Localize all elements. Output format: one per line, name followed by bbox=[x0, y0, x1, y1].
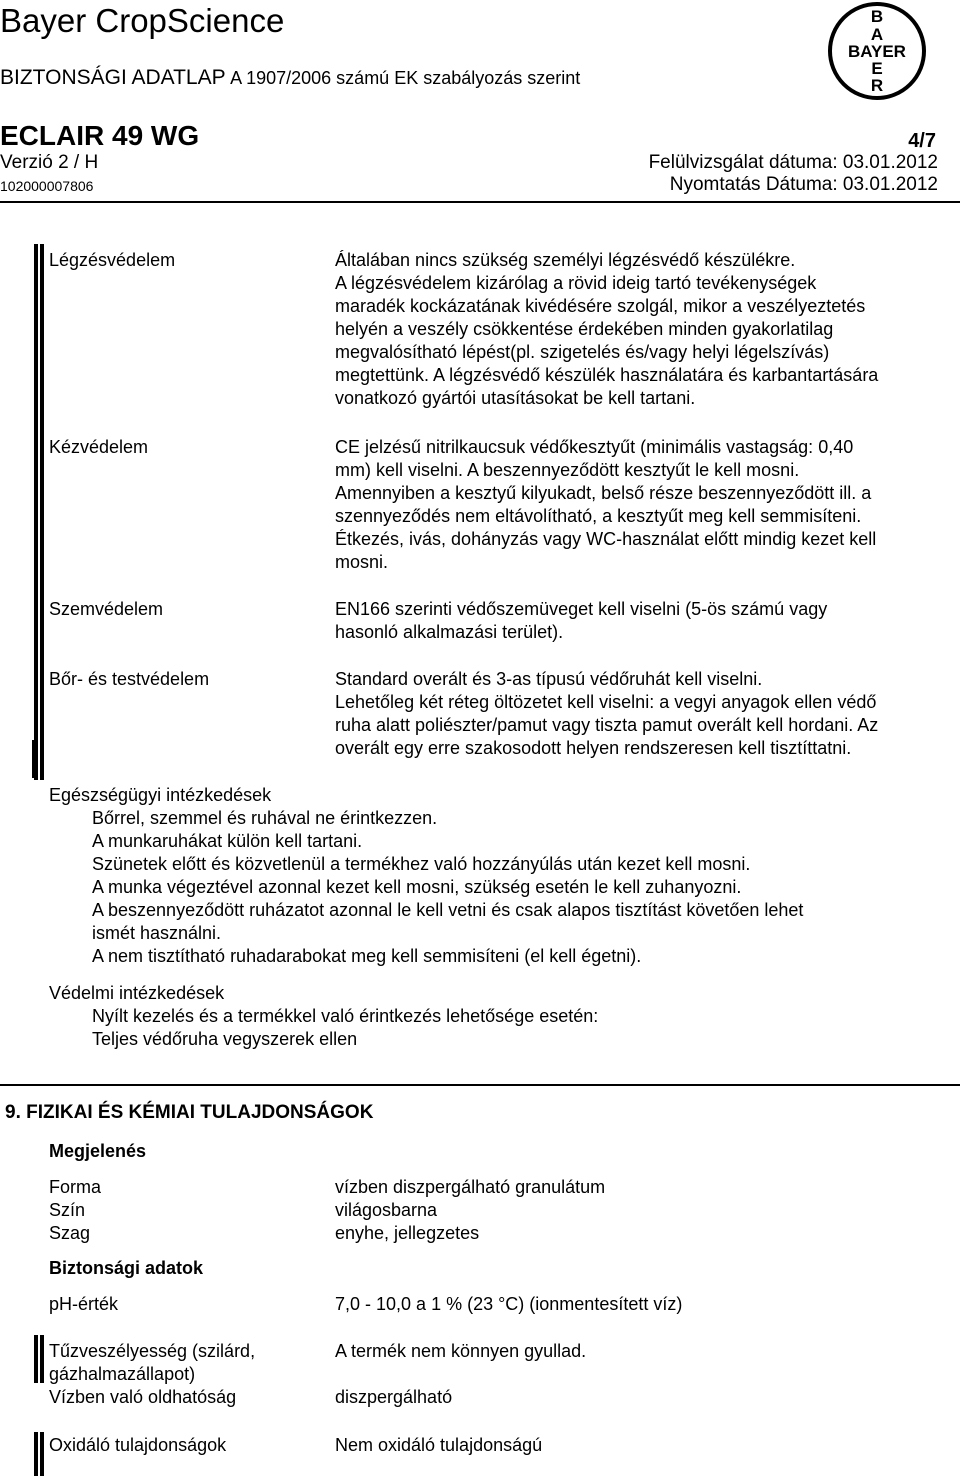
hygiene-text bbox=[92, 807, 952, 968]
oxidizing-value: Nem oxidáló tulajdonságú bbox=[335, 1435, 543, 1455]
change-bar bbox=[34, 1335, 38, 1383]
logo-letter-r: R bbox=[870, 76, 884, 95]
text-line: Bőrrel, szemmel és ruhával ne érintkezzen. bbox=[92, 808, 438, 828]
measures-title: Védelmi intézkedések bbox=[49, 983, 225, 1003]
section9-title: 9. FIZIKAI ÉS KÉMIAI TULAJDONSÁGOK bbox=[5, 1102, 374, 1123]
change-bar bbox=[34, 1432, 38, 1476]
change-bar bbox=[40, 1335, 44, 1383]
change-bar bbox=[40, 1432, 44, 1476]
logo-letter-e: E bbox=[871, 59, 883, 78]
bayer-logo bbox=[828, 2, 926, 100]
header-rule bbox=[0, 201, 960, 203]
eye-label: Szemvédelem bbox=[49, 599, 164, 619]
revision-date: Felülvizsgálat dátuma: 03.01.2012 bbox=[648, 152, 938, 173]
text-line: overált egy erre szakosodott helyen rendszeresen kell tisztíttatni. bbox=[335, 738, 852, 758]
solubility-label: Vízben való oldhatóság bbox=[49, 1387, 237, 1407]
change-bar bbox=[32, 740, 36, 778]
text-line: mosni. bbox=[335, 552, 389, 572]
text-line: Amennyiben a kesztyű kilyukadt, belső része beszennyeződött ill. a bbox=[335, 483, 872, 503]
change-bar bbox=[34, 244, 38, 780]
text-line: A nem tisztítható ruhadarabokat meg kell semmisíteni (el kell égetni). bbox=[92, 946, 642, 966]
text-line: EN166 szerinti védőszemüveget kell viselni (5-ös számú vagy bbox=[335, 599, 828, 619]
respiratory-text bbox=[335, 249, 955, 410]
respiratory-label: Légzésvédelem bbox=[49, 250, 176, 270]
color-label: Szín bbox=[49, 1200, 86, 1220]
page-number: 4/7 bbox=[908, 130, 936, 152]
text-line: ismét használni. bbox=[92, 923, 222, 943]
section-rule bbox=[0, 1084, 960, 1086]
text-line: gázhalmazállapot) bbox=[49, 1364, 196, 1384]
change-bar bbox=[40, 244, 44, 780]
text-line: A légzésvédelem kizárólag a rövid ideig tartó tevékenységek bbox=[335, 273, 817, 293]
oxidizing-label: Oxidáló tulajdonságok bbox=[49, 1435, 227, 1455]
text-line: A munka végeztével azonnal kezet kell mosni, szükség esetén le kell zuhanyozni. bbox=[92, 877, 742, 897]
appearance-title: Megjelenés bbox=[49, 1141, 147, 1161]
text-line: Tűzveszélyesség (szilárd, bbox=[49, 1341, 256, 1361]
skin-text bbox=[335, 668, 955, 760]
color-value: világosbarna bbox=[335, 1200, 438, 1220]
print-date: Nyomtatás Dátuma: 03.01.2012 bbox=[669, 174, 938, 195]
odor-label: Szag bbox=[49, 1223, 91, 1243]
text-line: Nyílt kezelés és a termékkel való érintkezés lehetősége esetén: bbox=[92, 1006, 599, 1026]
version: Verzió 2 / H bbox=[0, 152, 99, 173]
ph-label: pH-érték bbox=[49, 1294, 119, 1314]
text-line: A beszennyeződött ruházatot azonnal le kell vetni és csak alapos tisztítást követően lehet bbox=[92, 900, 804, 920]
text-line: megtettünk. A légzésvédő készülék használatára és karbantartására bbox=[335, 365, 879, 385]
text-line: megvalósítható lépést(pl. szigetelés és/vagy helyi légelszívás) bbox=[335, 342, 830, 362]
regulation: A 1907/2006 számú EK szabályozás szerint bbox=[230, 68, 581, 88]
company-name: Bayer CropScience bbox=[0, 2, 285, 39]
text-line: helyén a veszély csökkentése érdekében minden gyakorlatilag bbox=[335, 319, 834, 339]
text-line: Lehetőleg két réteg öltözetet kell viselni: a vegyi anyagok ellen védő bbox=[335, 692, 877, 712]
doc-type: BIZTONSÁGI ADATLAP bbox=[0, 66, 226, 89]
ph-value: 7,0 - 10,0 a 1 % (23 °C) (ionmentesített víz) bbox=[335, 1294, 683, 1314]
text-line: maradék kockázatának kivédésére szolgál, mikor a veszélyeztetés bbox=[335, 296, 866, 316]
text-line: vonatkozó gyártói utasításokat be kell tartani. bbox=[335, 388, 696, 408]
text-line: mm) kell viselni. A beszennyeződött kesztyűt le kell mosni. bbox=[335, 460, 800, 480]
logo-letter-a: A bbox=[870, 25, 884, 44]
skin-label: Bőr- és testvédelem bbox=[49, 669, 210, 689]
text-line: Szünetek előtt és közvetlenül a termékhez való hozzányúlás után kezet kell mosni. bbox=[92, 854, 751, 874]
solubility-value: diszpergálható bbox=[335, 1387, 453, 1407]
measures-text bbox=[92, 1005, 952, 1051]
hand-text bbox=[335, 436, 955, 574]
hygiene-title: Egészségügyi intézkedések bbox=[49, 785, 272, 805]
product-code: 102000007806 bbox=[0, 178, 94, 194]
text-line: hasonló alkalmazási terület). bbox=[335, 622, 564, 642]
text-line: Általában nincs szükség személyi légzésvédő készülékre. bbox=[335, 250, 796, 270]
odor-value: enyhe, jellegzetes bbox=[335, 1223, 480, 1243]
text-line: A munkaruhákat külön kell tartani. bbox=[92, 831, 363, 851]
product-name: ECLAIR 49 WG bbox=[0, 120, 200, 151]
eye-text bbox=[335, 598, 955, 644]
logo-letter-b: B bbox=[870, 7, 884, 26]
logo-word: BAYER bbox=[848, 42, 906, 61]
text-line: Étkezés, ivás, dohányzás vagy WC-használat előtt mindig kezet kell bbox=[335, 529, 877, 549]
text-line: ruha alatt poliészter/pamut vagy tiszta pamut overált kell hordani. Az bbox=[335, 715, 879, 735]
flammability-label bbox=[49, 1340, 255, 1386]
doc-type-line bbox=[0, 66, 580, 90]
text-line: Teljes védőruha vegyszerek ellen bbox=[92, 1029, 358, 1049]
safety-title: Biztonsági adatok bbox=[49, 1258, 204, 1278]
form-label: Forma bbox=[49, 1177, 102, 1197]
text-line: Standard overált és 3-as típusú védőruhát kell viselni. bbox=[335, 669, 763, 689]
text-line: CE jelzésű nitrilkaucsuk védőkesztyűt (minimális vastagság: 0,40 bbox=[335, 437, 854, 457]
hand-label: Kézvédelem bbox=[49, 437, 149, 457]
flammability-value: A termék nem könnyen gyullad. bbox=[335, 1341, 587, 1361]
text-line: szennyeződés nem eltávolítható, a kesztyűt meg kell semmisíteni. bbox=[335, 506, 862, 526]
form-value: vízben diszpergálható granulátum bbox=[335, 1177, 606, 1197]
